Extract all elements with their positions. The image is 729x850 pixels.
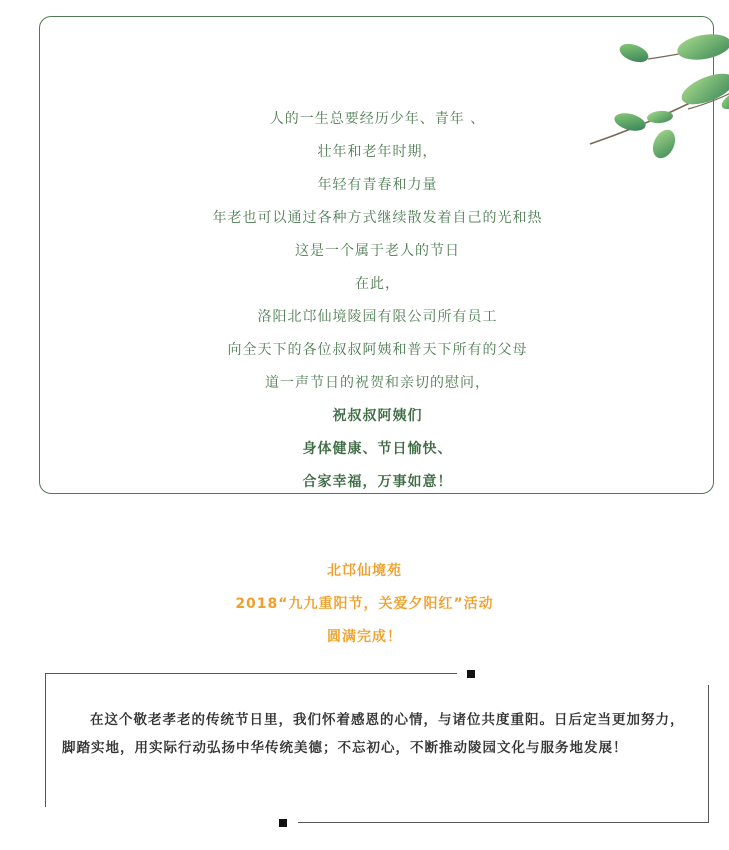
headline-event: 2018“九九重阳节，关爱夕阳红”活动	[235, 596, 494, 612]
frame-square-marker	[467, 670, 475, 678]
frame-line	[708, 685, 709, 823]
frame-line	[298, 822, 708, 823]
poem	[40, 103, 715, 499]
poem-line: 这是一个属于老人的节日	[295, 243, 460, 259]
poem-line: 人的一生总要经历少年、青年 、	[269, 111, 486, 127]
poem-line: 洛阳北邙仙境陵园有限公司所有员工	[257, 309, 498, 325]
wish-line: 祝叔叔阿姨们	[332, 408, 423, 424]
wish-line: 合家幸福，万事如意！	[302, 474, 453, 490]
frame-line	[45, 673, 46, 807]
poem-line: 年轻有青春和力量	[317, 177, 438, 193]
headline-org: 北邙仙境苑	[327, 563, 402, 579]
poem-line: 向全天下的各位叔叔阿姨和普天下所有的父母	[227, 342, 528, 358]
headline-status: 圆满完成！	[327, 629, 402, 645]
greeting-card	[39, 16, 714, 494]
wish-line: 身体健康、节日愉快、	[302, 441, 453, 457]
poem-line: 在此，	[355, 276, 400, 292]
poem-line: 年老也可以通过各种方式继续散发着自己的光和热	[212, 210, 543, 226]
poem-line: 道一声节日的祝贺和亲切的慰问，	[265, 375, 490, 391]
poem-line: 壮年和老年时期，	[317, 144, 438, 160]
frame-square-marker	[279, 819, 287, 827]
closing-paragraph: 在这个敬老孝老的传统节日里，我们怀着感恩的心情，与诸位共度重阳。日后定当更加努力，脚踏实地，用实际行动弘扬中华传统美德；不忘初心，不断推动陵园文化与服务地发展！	[62, 712, 685, 756]
frame-line	[45, 673, 457, 674]
